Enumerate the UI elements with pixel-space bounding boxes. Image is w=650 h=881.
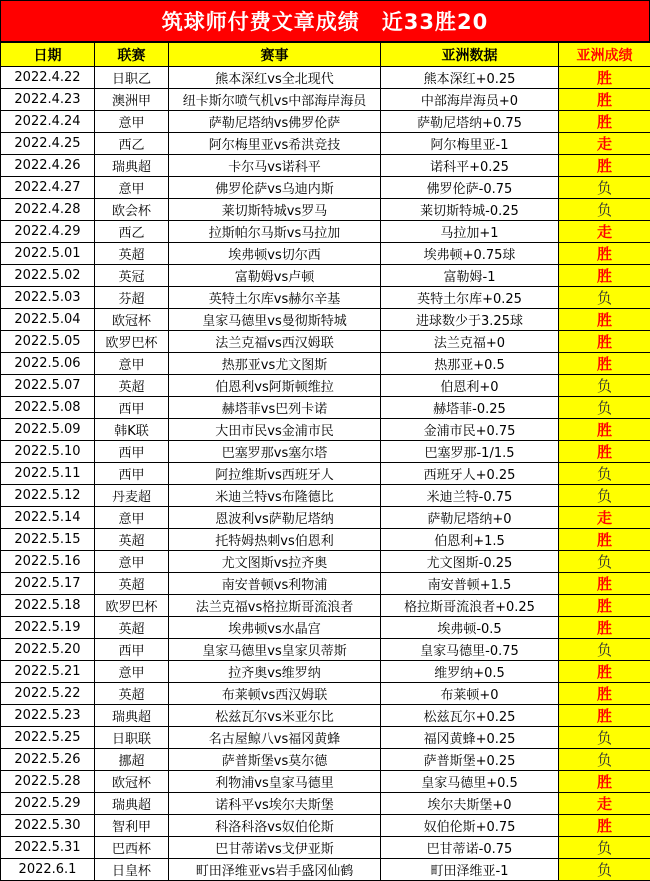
date-cell: 2022.5.14 bbox=[1, 507, 95, 529]
handicap-cell: 巴甘蒂诺-0.75 bbox=[381, 837, 559, 859]
result-cell: 胜 bbox=[559, 89, 650, 111]
match-cell: 法兰克福vs格拉斯哥流浪者 bbox=[169, 595, 381, 617]
result-cell: 胜 bbox=[559, 815, 650, 837]
match-cell: 拉斯帕尔马斯vs马拉加 bbox=[169, 221, 381, 243]
handicap-cell: 金浦市民+0.75 bbox=[381, 419, 559, 441]
date-cell: 2022.5.07 bbox=[1, 375, 95, 397]
header-date: 日期 bbox=[1, 43, 95, 67]
league-cell: 英超 bbox=[95, 617, 169, 639]
date-cell: 2022.5.22 bbox=[1, 683, 95, 705]
match-cell: 萨勒尼塔纳vs佛罗伦萨 bbox=[169, 111, 381, 133]
date-cell: 2022.5.05 bbox=[1, 331, 95, 353]
league-cell: 韩K联 bbox=[95, 419, 169, 441]
match-cell: 赫塔菲vs巴列卡诺 bbox=[169, 397, 381, 419]
result-cell: 胜 bbox=[559, 331, 650, 353]
result-cell: 负 bbox=[559, 837, 650, 859]
match-cell: 松兹瓦尔vs米亚尔比 bbox=[169, 705, 381, 727]
table-row bbox=[1, 463, 650, 485]
match-cell: 佛罗伦萨vs乌迪内斯 bbox=[169, 177, 381, 199]
date-cell: 2022.4.24 bbox=[1, 111, 95, 133]
date-cell: 2022.5.06 bbox=[1, 353, 95, 375]
date-cell: 2022.5.31 bbox=[1, 837, 95, 859]
league-cell: 意甲 bbox=[95, 353, 169, 375]
match-cell: 名古屋鲸八vs福冈黄蜂 bbox=[169, 727, 381, 749]
handicap-cell: 萨勒尼塔纳+0 bbox=[381, 507, 559, 529]
league-cell: 智利甲 bbox=[95, 815, 169, 837]
result-cell: 负 bbox=[559, 859, 650, 881]
date-cell: 2022.5.09 bbox=[1, 419, 95, 441]
handicap-cell: 伯恩利+0 bbox=[381, 375, 559, 397]
handicap-cell: 町田泽维亚-1 bbox=[381, 859, 559, 881]
result-cell: 胜 bbox=[559, 617, 650, 639]
date-cell: 2022.4.29 bbox=[1, 221, 95, 243]
league-cell: 欧冠杯 bbox=[95, 309, 169, 331]
handicap-cell: 南安普顿+1.5 bbox=[381, 573, 559, 595]
handicap-cell: 马拉加+1 bbox=[381, 221, 559, 243]
date-cell: 2022.4.22 bbox=[1, 67, 95, 89]
table-row bbox=[1, 683, 650, 705]
table-row bbox=[1, 243, 650, 265]
result-cell: 负 bbox=[559, 199, 650, 221]
table-row bbox=[1, 595, 650, 617]
handicap-cell: 巴塞罗那-1/1.5 bbox=[381, 441, 559, 463]
match-cell: 恩波利vs萨勒尼塔纳 bbox=[169, 507, 381, 529]
table-row bbox=[1, 573, 650, 595]
league-cell: 澳洲甲 bbox=[95, 89, 169, 111]
handicap-cell: 埃弗顿-0.5 bbox=[381, 617, 559, 639]
table-row bbox=[1, 89, 650, 111]
result-cell: 走 bbox=[559, 133, 650, 155]
match-cell: 莱切斯特城vs罗马 bbox=[169, 199, 381, 221]
handicap-cell: 伯恩利+1.5 bbox=[381, 529, 559, 551]
match-cell: 町田泽维亚vs岩手盛冈仙鹤 bbox=[169, 859, 381, 881]
league-cell: 日职联 bbox=[95, 727, 169, 749]
league-cell: 西乙 bbox=[95, 221, 169, 243]
match-cell: 托特姆热刺vs伯恩利 bbox=[169, 529, 381, 551]
handicap-cell: 米迪兰特-0.75 bbox=[381, 485, 559, 507]
league-cell: 芬超 bbox=[95, 287, 169, 309]
table-row bbox=[1, 815, 650, 837]
handicap-cell: 热那亚+0.5 bbox=[381, 353, 559, 375]
match-cell: 利物浦vs皇家马德里 bbox=[169, 771, 381, 793]
table-row bbox=[1, 67, 650, 89]
league-cell: 英冠 bbox=[95, 265, 169, 287]
result-cell: 负 bbox=[559, 375, 650, 397]
league-cell: 欧罗巴杯 bbox=[95, 331, 169, 353]
league-cell: 巴西杯 bbox=[95, 837, 169, 859]
league-cell: 日职乙 bbox=[95, 67, 169, 89]
table-row bbox=[1, 551, 650, 573]
handicap-cell: 熊本深红+0.25 bbox=[381, 67, 559, 89]
handicap-cell: 萨普斯堡+0.25 bbox=[381, 749, 559, 771]
handicap-cell: 布莱顿+0 bbox=[381, 683, 559, 705]
league-cell: 西乙 bbox=[95, 133, 169, 155]
table-row bbox=[1, 221, 650, 243]
table-row bbox=[1, 265, 650, 287]
match-cell: 埃弗顿vs水晶宫 bbox=[169, 617, 381, 639]
handicap-cell: 诺科平+0.25 bbox=[381, 155, 559, 177]
table-row bbox=[1, 749, 650, 771]
table-row bbox=[1, 617, 650, 639]
match-cell: 英特土尔库vs赫尔辛基 bbox=[169, 287, 381, 309]
date-cell: 2022.6.1 bbox=[1, 859, 95, 881]
result-cell: 胜 bbox=[559, 573, 650, 595]
result-cell: 胜 bbox=[559, 771, 650, 793]
date-cell: 2022.5.15 bbox=[1, 529, 95, 551]
result-cell: 负 bbox=[559, 639, 650, 661]
league-cell: 瑞典超 bbox=[95, 793, 169, 815]
match-cell: 巴甘蒂诺vs戈伊亚斯 bbox=[169, 837, 381, 859]
sheet-title: 筑球师付费文章成绩 近33胜20 bbox=[0, 0, 650, 42]
table-row bbox=[1, 353, 650, 375]
header-handicap: 亚洲数据 bbox=[381, 43, 559, 67]
match-cell: 萨普斯堡vs莫尔德 bbox=[169, 749, 381, 771]
date-cell: 2022.5.19 bbox=[1, 617, 95, 639]
date-cell: 2022.4.23 bbox=[1, 89, 95, 111]
result-cell: 胜 bbox=[559, 683, 650, 705]
match-cell: 南安普顿vs利物浦 bbox=[169, 573, 381, 595]
date-cell: 2022.5.20 bbox=[1, 639, 95, 661]
date-cell: 2022.5.01 bbox=[1, 243, 95, 265]
handicap-cell: 中部海岸海员+0 bbox=[381, 89, 559, 111]
date-cell: 2022.5.02 bbox=[1, 265, 95, 287]
result-cell: 走 bbox=[559, 507, 650, 529]
date-cell: 2022.5.11 bbox=[1, 463, 95, 485]
handicap-cell: 佛罗伦萨-0.75 bbox=[381, 177, 559, 199]
date-cell: 2022.5.28 bbox=[1, 771, 95, 793]
result-cell: 胜 bbox=[559, 595, 650, 617]
match-cell: 熊本深红vs全北现代 bbox=[169, 67, 381, 89]
result-cell: 胜 bbox=[559, 309, 650, 331]
date-cell: 2022.5.29 bbox=[1, 793, 95, 815]
date-cell: 2022.4.28 bbox=[1, 199, 95, 221]
league-cell: 西甲 bbox=[95, 397, 169, 419]
match-cell: 富勒姆vs卢顿 bbox=[169, 265, 381, 287]
league-cell: 瑞典超 bbox=[95, 705, 169, 727]
league-cell: 欧冠杯 bbox=[95, 771, 169, 793]
handicap-cell: 进球数少于3.25球 bbox=[381, 309, 559, 331]
date-cell: 2022.5.03 bbox=[1, 287, 95, 309]
league-cell: 丹麦超 bbox=[95, 485, 169, 507]
league-cell: 挪超 bbox=[95, 749, 169, 771]
handicap-cell: 富勒姆-1 bbox=[381, 265, 559, 287]
handicap-cell: 莱切斯特城-0.25 bbox=[381, 199, 559, 221]
table-row bbox=[1, 529, 650, 551]
result-cell: 胜 bbox=[559, 243, 650, 265]
match-cell: 科洛科洛vs奴伯伦斯 bbox=[169, 815, 381, 837]
handicap-cell: 皇家马德里-0.75 bbox=[381, 639, 559, 661]
table-row bbox=[1, 507, 650, 529]
result-cell: 胜 bbox=[559, 529, 650, 551]
match-cell: 法兰克福vs西汉姆联 bbox=[169, 331, 381, 353]
league-cell: 英超 bbox=[95, 683, 169, 705]
league-cell: 西甲 bbox=[95, 441, 169, 463]
date-cell: 2022.5.12 bbox=[1, 485, 95, 507]
table-row bbox=[1, 727, 650, 749]
table-row bbox=[1, 287, 650, 309]
result-cell: 胜 bbox=[559, 155, 650, 177]
header-row bbox=[1, 43, 650, 67]
match-cell: 卡尔马vs诺科平 bbox=[169, 155, 381, 177]
table-row bbox=[1, 419, 650, 441]
league-cell: 意甲 bbox=[95, 661, 169, 683]
match-cell: 布莱顿vs西汉姆联 bbox=[169, 683, 381, 705]
match-cell: 米迪兰特vs布隆德比 bbox=[169, 485, 381, 507]
result-cell: 负 bbox=[559, 551, 650, 573]
table-row bbox=[1, 859, 650, 881]
match-cell: 皇家马德里vs皇家贝蒂斯 bbox=[169, 639, 381, 661]
match-cell: 皇家马德里vs曼彻斯特城 bbox=[169, 309, 381, 331]
result-cell: 胜 bbox=[559, 441, 650, 463]
date-cell: 2022.4.25 bbox=[1, 133, 95, 155]
handicap-cell: 尤文图斯-0.25 bbox=[381, 551, 559, 573]
handicap-cell: 法兰克福+0 bbox=[381, 331, 559, 353]
table-row bbox=[1, 331, 650, 353]
table-row bbox=[1, 155, 650, 177]
result-cell: 胜 bbox=[559, 265, 650, 287]
result-cell: 胜 bbox=[559, 705, 650, 727]
handicap-cell: 维罗纳+0.5 bbox=[381, 661, 559, 683]
league-cell: 英超 bbox=[95, 375, 169, 397]
table-body bbox=[1, 67, 650, 881]
table-row bbox=[1, 375, 650, 397]
result-cell: 胜 bbox=[559, 661, 650, 683]
match-cell: 巴塞罗那vs塞尔塔 bbox=[169, 441, 381, 463]
table-row bbox=[1, 771, 650, 793]
match-cell: 阿拉维斯vs西班牙人 bbox=[169, 463, 381, 485]
header-match: 赛事 bbox=[169, 43, 381, 67]
handicap-cell: 松兹瓦尔+0.25 bbox=[381, 705, 559, 727]
handicap-cell: 赫塔菲-0.25 bbox=[381, 397, 559, 419]
league-cell: 欧罗巴杯 bbox=[95, 595, 169, 617]
date-cell: 2022.5.30 bbox=[1, 815, 95, 837]
league-cell: 英超 bbox=[95, 529, 169, 551]
date-cell: 2022.5.25 bbox=[1, 727, 95, 749]
league-cell: 日皇杯 bbox=[95, 859, 169, 881]
date-cell: 2022.4.26 bbox=[1, 155, 95, 177]
handicap-cell: 皇家马德里+0.5 bbox=[381, 771, 559, 793]
date-cell: 2022.5.18 bbox=[1, 595, 95, 617]
table-row bbox=[1, 705, 650, 727]
league-cell: 西甲 bbox=[95, 639, 169, 661]
league-cell: 瑞典超 bbox=[95, 155, 169, 177]
date-cell: 2022.5.17 bbox=[1, 573, 95, 595]
match-cell: 热那亚vs尤文图斯 bbox=[169, 353, 381, 375]
table-row bbox=[1, 309, 650, 331]
handicap-cell: 奴伯伦斯+0.75 bbox=[381, 815, 559, 837]
table-row bbox=[1, 133, 650, 155]
table-row bbox=[1, 639, 650, 661]
league-cell: 意甲 bbox=[95, 177, 169, 199]
header-result: 亚洲成绩 bbox=[559, 43, 650, 67]
result-cell: 胜 bbox=[559, 419, 650, 441]
header-league: 联赛 bbox=[95, 43, 169, 67]
league-cell: 英超 bbox=[95, 243, 169, 265]
handicap-cell: 英特土尔库+0.25 bbox=[381, 287, 559, 309]
league-cell: 意甲 bbox=[95, 551, 169, 573]
table-row bbox=[1, 837, 650, 859]
match-cell: 诺科平vs埃尔夫斯堡 bbox=[169, 793, 381, 815]
match-cell: 纽卡斯尔喷气机vs中部海岸海员 bbox=[169, 89, 381, 111]
table-row bbox=[1, 111, 650, 133]
result-cell: 负 bbox=[559, 485, 650, 507]
handicap-cell: 阿尔梅里亚-1 bbox=[381, 133, 559, 155]
result-cell: 胜 bbox=[559, 67, 650, 89]
handicap-cell: 西班牙人+0.25 bbox=[381, 463, 559, 485]
handicap-cell: 萨勒尼塔纳+0.75 bbox=[381, 111, 559, 133]
result-cell: 负 bbox=[559, 749, 650, 771]
league-cell: 意甲 bbox=[95, 507, 169, 529]
table-row bbox=[1, 177, 650, 199]
result-cell: 负 bbox=[559, 727, 650, 749]
date-cell: 2022.5.23 bbox=[1, 705, 95, 727]
handicap-cell: 埃尔夫斯堡+0 bbox=[381, 793, 559, 815]
match-cell: 伯恩利vs阿斯顿维拉 bbox=[169, 375, 381, 397]
table-row bbox=[1, 793, 650, 815]
date-cell: 2022.5.10 bbox=[1, 441, 95, 463]
date-cell: 2022.5.26 bbox=[1, 749, 95, 771]
league-cell: 英超 bbox=[95, 573, 169, 595]
result-cell: 走 bbox=[559, 221, 650, 243]
table-row bbox=[1, 441, 650, 463]
result-cell: 负 bbox=[559, 287, 650, 309]
match-cell: 阿尔梅里亚vs希洪竞技 bbox=[169, 133, 381, 155]
date-cell: 2022.5.04 bbox=[1, 309, 95, 331]
result-cell: 走 bbox=[559, 793, 650, 815]
handicap-cell: 格拉斯哥流浪者+0.25 bbox=[381, 595, 559, 617]
table-row bbox=[1, 485, 650, 507]
match-cell: 埃弗顿vs切尔西 bbox=[169, 243, 381, 265]
date-cell: 2022.5.21 bbox=[1, 661, 95, 683]
league-cell: 欧会杯 bbox=[95, 199, 169, 221]
handicap-cell: 福冈黄蜂+0.25 bbox=[381, 727, 559, 749]
results-table bbox=[0, 42, 650, 881]
match-cell: 尤文图斯vs拉齐奥 bbox=[169, 551, 381, 573]
table-row bbox=[1, 397, 650, 419]
match-cell: 大田市民vs金浦市民 bbox=[169, 419, 381, 441]
result-cell: 负 bbox=[559, 177, 650, 199]
date-cell: 2022.5.16 bbox=[1, 551, 95, 573]
date-cell: 2022.5.08 bbox=[1, 397, 95, 419]
league-cell: 西甲 bbox=[95, 463, 169, 485]
result-cell: 负 bbox=[559, 463, 650, 485]
table-row bbox=[1, 661, 650, 683]
table-row bbox=[1, 199, 650, 221]
handicap-cell: 埃弗顿+0.75球 bbox=[381, 243, 559, 265]
result-cell: 负 bbox=[559, 397, 650, 419]
league-cell: 意甲 bbox=[95, 111, 169, 133]
result-cell: 胜 bbox=[559, 353, 650, 375]
result-cell: 胜 bbox=[559, 111, 650, 133]
date-cell: 2022.4.27 bbox=[1, 177, 95, 199]
match-cell: 拉齐奥vs维罗纳 bbox=[169, 661, 381, 683]
